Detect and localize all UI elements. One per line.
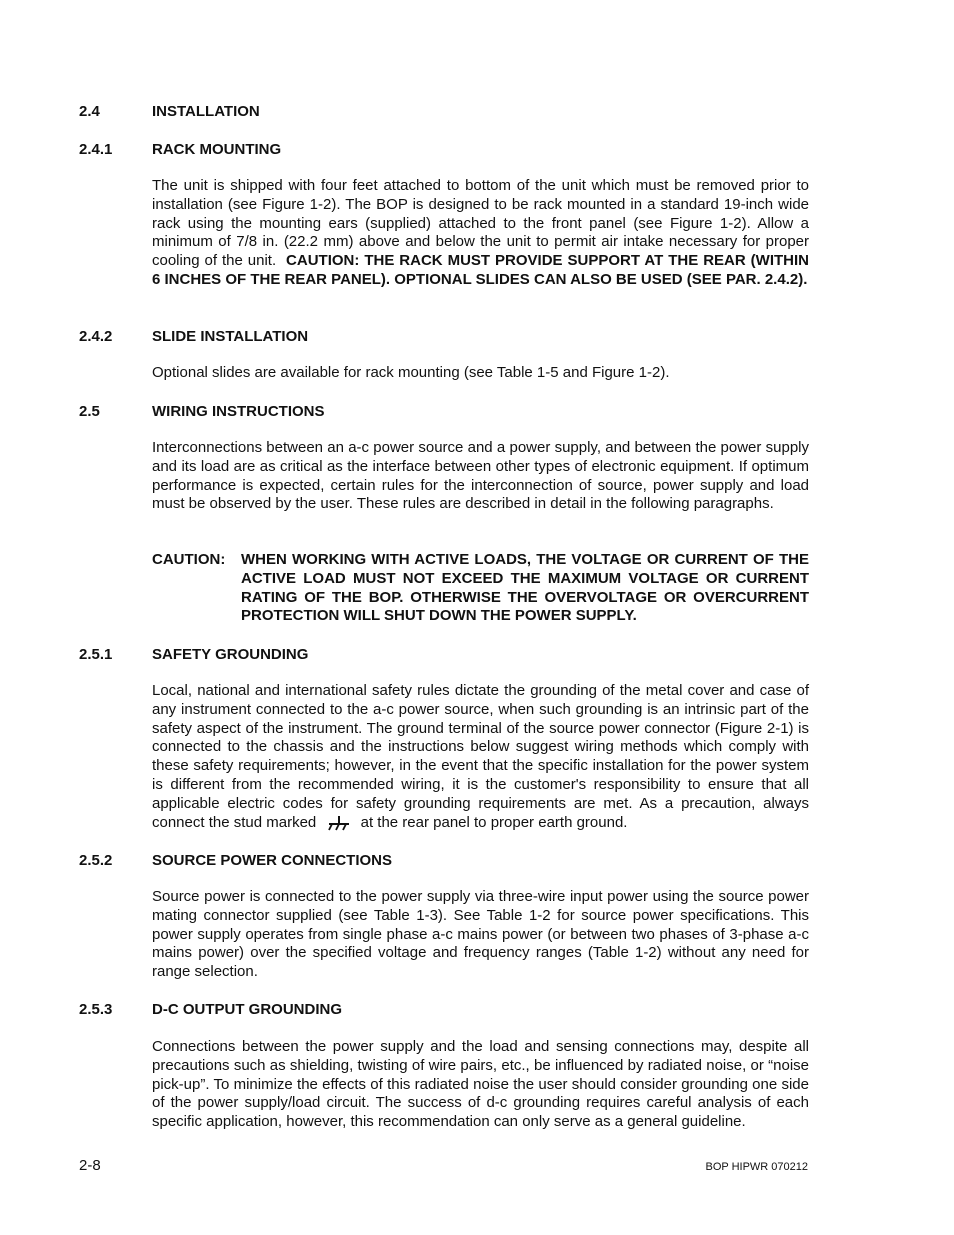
section-number: 2.5.1 (79, 646, 113, 663)
chassis-ground-icon (326, 815, 352, 831)
section-number: 2.5.2 (79, 852, 113, 869)
safety-grounding-body: Local, national and international safety rules dictate the grounding of the metal cover and case of any instrument connected to the a-c power source, when such grounding is an intrinsic part of the safety aspect of the instrument. The ground terminal of the source power connector (Figure 2-1) is connected to the chassis and the instructions below suggest wiring methods which comply with these safety requirements; however, in the event that the specific installation for the power system is different from the recommended wiring, it is the customer's responsibility to ensure that all applicable electric codes for safety grounding requirements are met. As a precaution, always connect the stud marked (152, 682, 809, 831)
dc-output-grounding-paragraph: Connections between the power supply and the load and sensing connections may, despite all precautions such as shielding, twisting of wire pairs, etc., be influenced by radiated noise, or “noise pick-up”. To minimize the effects of this radiated noise the user should consider grounding one side of the power supply/load circuit. The success of d-c grounding requires careful analysis of each specific application, however, this recommendation can only serve as a general guideline. (152, 1038, 809, 1131)
document-id: BOP HIPWR 070212 (705, 1161, 808, 1173)
section-title: SLIDE INSTALLATION (152, 328, 309, 345)
wiring-instructions-paragraph: Interconnections between an a-c power source and a power supply, and between the power supply and its load are as critical as the interface between other types of electronic equipment. If optimum performance is expected, certain rules for the interconnection of source, power supply and load must be observed by the user. These rules are described in detail in the following paragraphs. (152, 439, 809, 513)
caution-label: CAUTION: (152, 551, 226, 568)
safety-grounding-paragraph (152, 682, 809, 832)
section-heading-2-5-2 (79, 851, 392, 870)
rack-mounting-body: The unit is shipped with four feet attached to bottom of the unit which must be removed prior to installation (see Figure 1-2). The BOP is designed to be rack mounted in a standard 19-inch wide rack using the mounting ears (supplied) attached to the front panel (see Figure 1-2). Allow a minimum of 7/8 in. (22.2 mm) above and below the unit to permit air intake necessary for proper cooling of the unit. (152, 177, 809, 270)
section-title: INSTALLATION (152, 103, 260, 120)
section-title: D-C OUTPUT GROUNDING (152, 1001, 342, 1018)
wiring-caution-block (152, 551, 809, 626)
section-heading-2-4 (79, 102, 260, 121)
safety-grounding-body-end: at the rear panel to proper earth ground. (360, 813, 628, 831)
section-number: 2.5.3 (79, 1001, 113, 1018)
section-title: WIRING INSTRUCTIONS (152, 403, 325, 420)
page-number: 2-8 (79, 1157, 101, 1174)
section-heading-2-5 (79, 402, 325, 421)
section-number: 2.5 (79, 403, 100, 420)
rack-mounting-caution: CAUTION: THE RACK MUST PROVIDE SUPPORT AT THE REAR (WITHIN 6 INCHES OF THE REAR PANEL). OPTIONAL SLIDES CAN ALSO BE USED (SEE PAR. 2.4.2). (152, 252, 809, 288)
section-heading-2-4-2 (79, 327, 308, 346)
section-number: 2.4.1 (79, 141, 113, 158)
section-heading-2-4-1 (79, 140, 281, 159)
section-title: SOURCE POWER CONNECTIONS (152, 852, 393, 869)
section-heading-2-5-3 (79, 1000, 342, 1019)
section-number: 2.4.2 (79, 328, 113, 345)
section-heading-2-5-1 (79, 645, 308, 664)
source-power-paragraph: Source power is connected to the power supply via three-wire input power using the source power mating connector supplied (see Table 1-3). See Table 1-2 for source power specifications. This power supply operates from single phase a-c mains power (or between two phases of 3-phase a-c mains power) over the specified voltage and frequency ranges (Table 1-2) without any need for range selection. (152, 888, 809, 981)
caution-text: WHEN WORKING WITH ACTIVE LOADS, THE VOLTAGE OR CURRENT OF THE ACTIVE LOAD MUST NOT EXCEED THE MAXIMUM VOLTAGE OR CURRENT RATING OF THE BOP. OTHERWISE THE OVERVOLTAGE OR OVERCURRENT PROTECTION WILL SHUT DOWN THE POWER SUPPLY. (241, 551, 809, 625)
section-number: 2.4 (79, 103, 100, 120)
slide-installation-paragraph: Optional slides are available for rack mounting (see Table 1-5 and Figure 1-2). (152, 364, 670, 381)
rack-mounting-paragraph (152, 177, 809, 290)
section-title: RACK MOUNTING (152, 141, 282, 158)
section-title: SAFETY GROUNDING (152, 646, 309, 663)
